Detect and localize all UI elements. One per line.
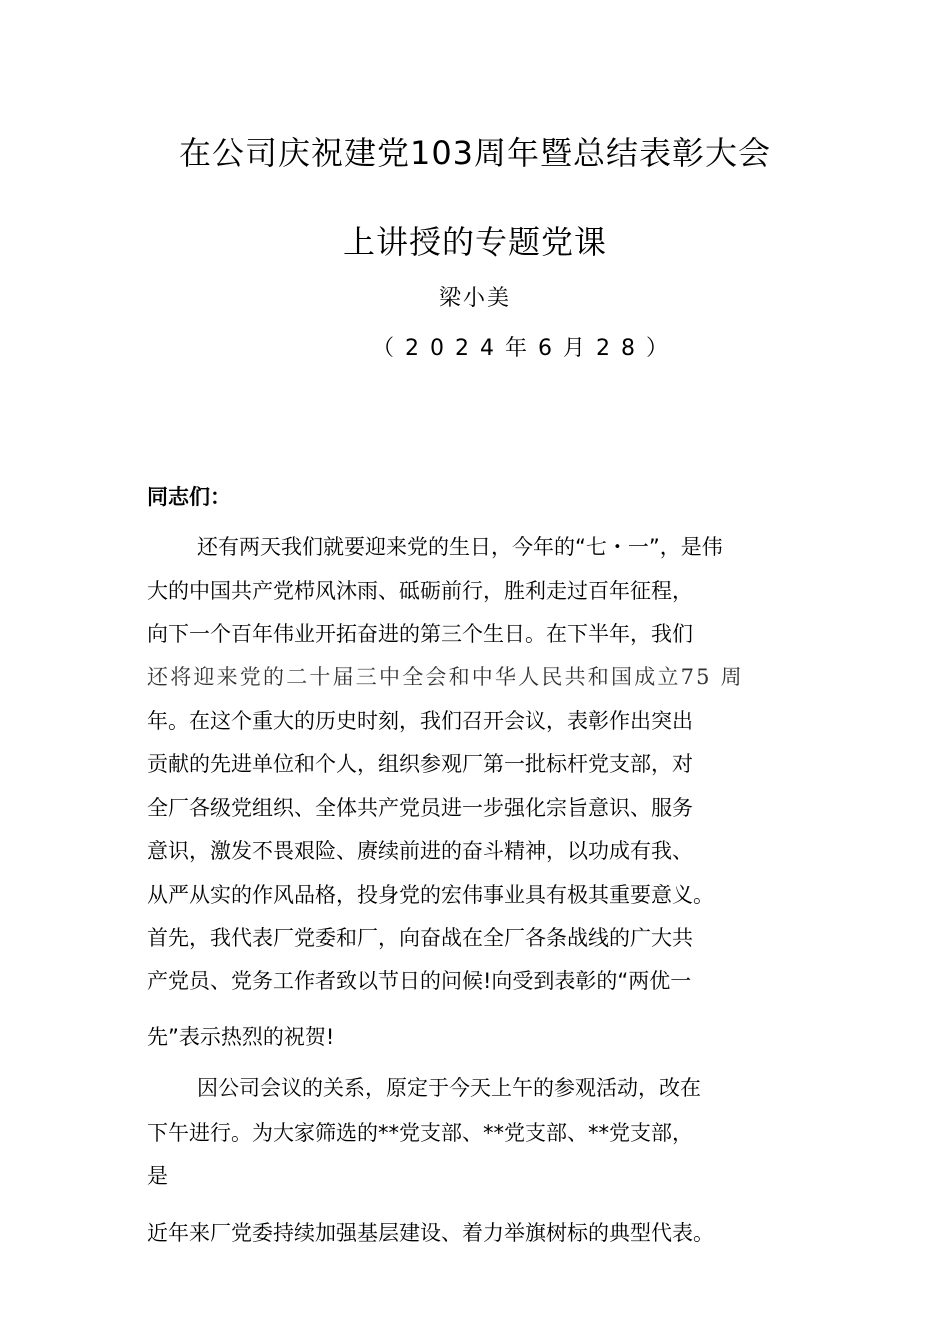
body-line: 贡献的先进单位和个人，组织参观厂第一批标杆党支部，对 bbox=[147, 752, 693, 776]
author-name: 梁小美 bbox=[438, 286, 511, 311]
body-line: 是 bbox=[147, 1164, 168, 1188]
body-line: 全厂各级党组织、全体共产党员进一步强化宗旨意识、服务 bbox=[147, 796, 693, 820]
document-title-line-2: 上讲授的专题党课 bbox=[342, 223, 607, 261]
document-title-line-1: 在公司庆祝建党103周年暨总结表彰大会 bbox=[178, 134, 772, 172]
body-line: 因公司会议的关系，原定于今天上午的参观活动，改在 bbox=[197, 1076, 701, 1100]
body-line: 还将迎来党的二十届三中全会和中华人民共和国成立75 周 bbox=[147, 665, 744, 689]
body-line: 近年来厂党委持续加强基层建设、着力举旗树标的典型代表。 bbox=[147, 1221, 714, 1245]
body-line: 下午进行。为大家筛选的**党支部、**党支部、**党支部， bbox=[147, 1121, 693, 1145]
body-line: 从严从实的作风品格，投身党的宏伟事业具有极其重要意义。 bbox=[147, 883, 714, 907]
body-line: 向下一个百年伟业开拓奋进的第三个生日。在下半年，我们 bbox=[147, 622, 693, 646]
body-line: 大的中国共产党栉风沐雨、砥砺前行，胜利走过百年征程， bbox=[147, 579, 693, 603]
body-line: 还有两天我们就要迎来党的生日，今年的“七・一”，是伟 bbox=[197, 535, 723, 559]
body-line: 意识，激发不畏艰险、赓续前进的奋斗精神，以功成有我、 bbox=[147, 839, 693, 863]
body-line: 首先，我代表厂党委和厂，向奋战在全厂各条战线的广大共 bbox=[147, 926, 693, 950]
body-line: 产党员、党务工作者致以节日的问候!向受到表彰的“两优一 bbox=[147, 969, 692, 993]
body-line: 年。在这个重大的历史时刻，我们召开会议，表彰作出突出 bbox=[147, 709, 693, 733]
salutation: 同志们： bbox=[147, 485, 231, 509]
body-line: 先”表示热烈的祝贺! bbox=[147, 1025, 335, 1049]
document-date: （2024年6月28） bbox=[372, 336, 679, 361]
